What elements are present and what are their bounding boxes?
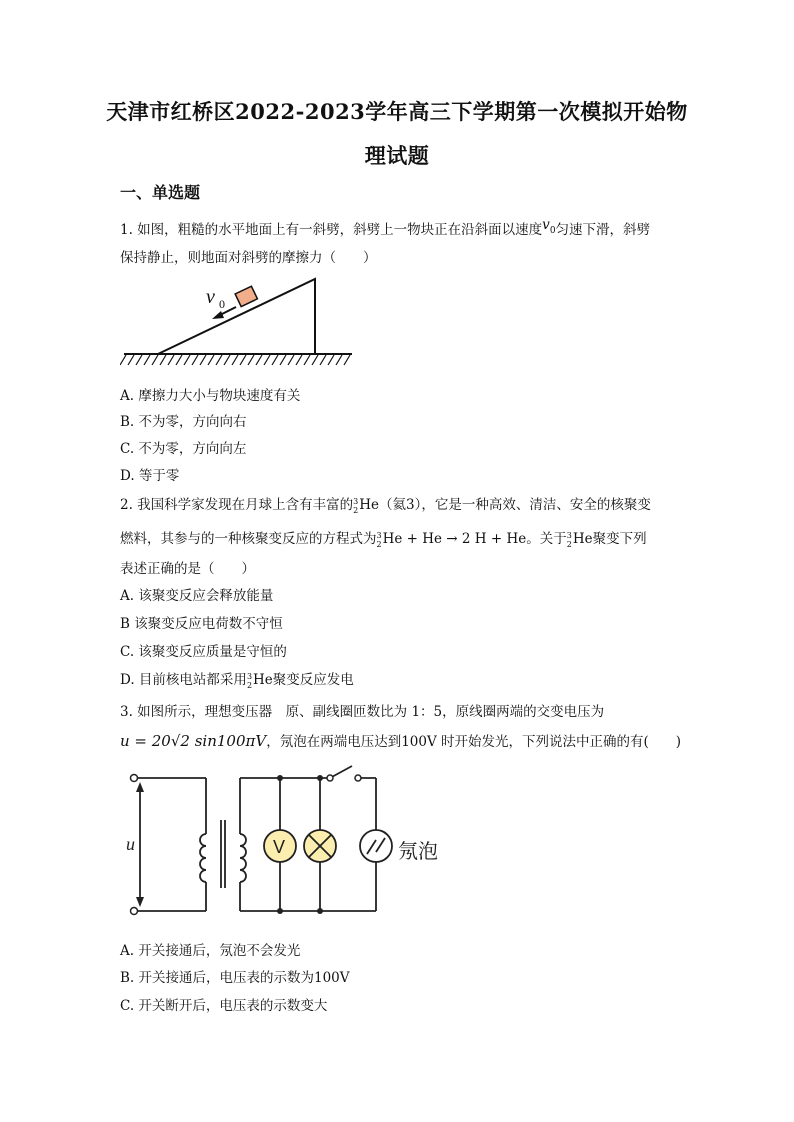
- q2-option-d-text: D. 目前核电站都采用: [120, 672, 247, 688]
- he3-index-3: 3 2: [246, 671, 253, 690]
- q3-option-c[interactable]: C. 开关断开后，电压表的示数变大: [120, 998, 328, 1014]
- q2-stem-text-a: 2. 我国科学家发现在月球上含有丰富的: [120, 497, 354, 513]
- neon-bulb-icon: [360, 830, 392, 862]
- incline-wedge: [158, 279, 315, 354]
- voltmeter-label: V: [273, 837, 286, 857]
- fusion-equation: He + He → 2 H + He: [382, 531, 527, 547]
- transformer-circuit-figure: [120, 764, 460, 924]
- q1-option-c[interactable]: C. 不为零，方向向左: [120, 441, 247, 457]
- voltage-u-label: u: [126, 834, 135, 854]
- secondary-coil: [240, 834, 246, 882]
- q2-option-a[interactable]: A. 该聚变反应会释放能量: [120, 588, 274, 604]
- q1-v0-sub: 0: [549, 225, 556, 236]
- q2-option-d[interactable]: D. 目前核电站都采用 3 2 He聚变反应发电: [120, 671, 354, 690]
- he3-symbol: He: [359, 497, 380, 513]
- q2-stem-line1: [120, 493, 651, 515]
- page-title-line1: 天津市红桥区2022-2023学年高三下学期第一次模拟开始物: [106, 99, 688, 124]
- q2-stem-line3: 表述正确的是（ ）: [120, 561, 255, 577]
- he3-index-2: 3 2: [566, 530, 572, 549]
- fig-v0-label: v: [206, 286, 215, 308]
- q1-option-a[interactable]: A. 摩擦力大小与物块速度有关: [120, 388, 301, 404]
- q3-stem-tail: ，氖泡在两端电压达到100V 时开始发光，下列说法中正确的有( ): [266, 734, 682, 750]
- q3-stem-line1: 3. 如图所示，理想变压器 原、副线圈匝数比为 1：5，原线圈两端的交变电压为: [120, 704, 605, 720]
- q2-stem-text-d: 。关于: [526, 531, 567, 547]
- terminal-top: [131, 775, 138, 782]
- q1-stem-text-a: 1. 如图，粗糙的水平地面上有一斜劈，斜劈上一物块正在沿斜面以速度: [120, 222, 543, 238]
- q3-option-b[interactable]: B. 开关接通后，电压表的示数为100V: [120, 970, 350, 986]
- q1-stem-line1: [120, 218, 650, 241]
- incline-figure: [120, 275, 360, 370]
- q1-option-d[interactable]: D. 等于零: [120, 468, 180, 484]
- q1-option-b[interactable]: B. 不为零，方向向右: [120, 414, 247, 430]
- page-title-line2: 理试题: [364, 143, 430, 168]
- fig-v0-sub: 0: [219, 297, 225, 311]
- q2-stem-text-e: 聚变下列: [592, 531, 647, 547]
- q2-option-b[interactable]: B 该聚变反应电荷数不守恒: [120, 616, 283, 632]
- q2-stem-text-c: 燃料，其参与的一种核聚变反应的方程式为: [120, 531, 377, 547]
- q3-option-a[interactable]: A. 开关接通后，氖泡不会发光: [120, 943, 301, 959]
- q2-stem-text-b: （氦3），它是一种高效、清洁、安全的核聚变: [379, 497, 651, 513]
- q3-stem-line2: [120, 730, 681, 750]
- q2-option-c[interactable]: C. 该聚变反应质量是守恒的: [120, 644, 287, 660]
- neon-label: 氖泡: [398, 839, 438, 863]
- primary-coil: [200, 834, 206, 882]
- q3-voltage-formula: u = 20√2 sin100πV: [120, 732, 267, 750]
- section-heading: 一、单选题: [120, 183, 201, 202]
- he3-nuclide-index: 3 2: [353, 496, 359, 515]
- q2-stem-line2: 燃料，其参与的一种核聚变反应的方程式为 3 2 He + He → 2 H + He。关于 3 2 He聚变下列: [120, 530, 647, 549]
- terminal-bottom: [131, 908, 138, 915]
- q2-option-d-tail: 聚变反应发电: [272, 672, 354, 688]
- q1-v0: v: [542, 217, 550, 233]
- eq-index-1: 3 2: [376, 530, 382, 549]
- ground-hatch: [120, 355, 350, 365]
- sliding-block: [235, 286, 257, 306]
- q1-stem-line2: 保持静止，则地面对斜劈的摩擦力（ ）: [120, 250, 377, 266]
- q1-stem-text-b: 匀速下滑，斜劈: [555, 222, 651, 238]
